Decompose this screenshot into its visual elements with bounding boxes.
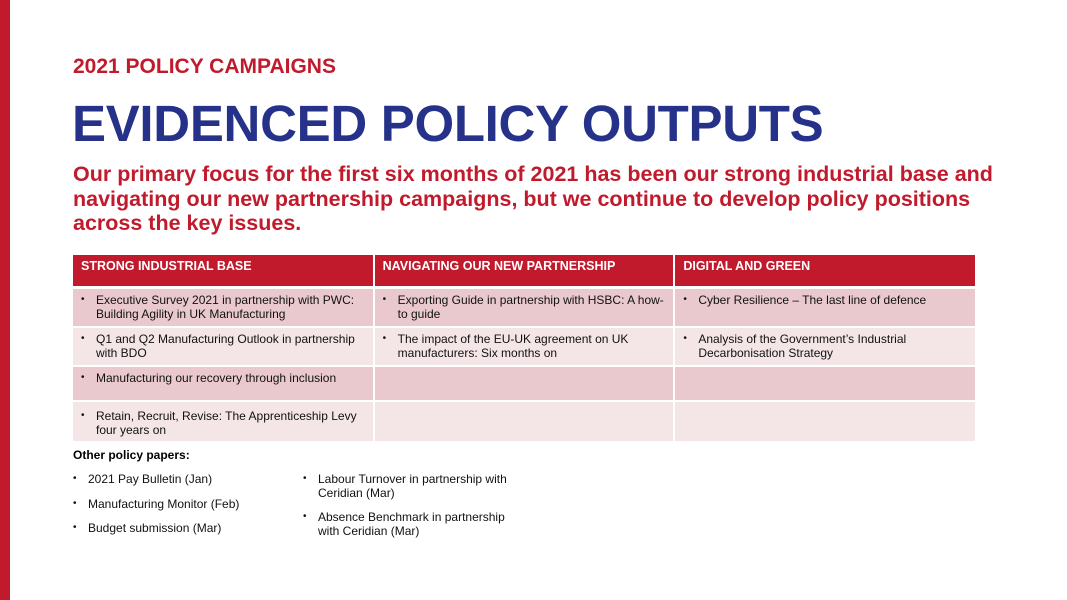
list-item	[383, 293, 666, 321]
bullet-icon: •	[73, 473, 77, 484]
bullet-icon: •	[683, 333, 687, 344]
table-cell-empty	[674, 366, 975, 401]
table-row	[73, 289, 975, 327]
paper-title: Manufacturing Monitor (Feb)	[88, 496, 240, 511]
bullet-icon: •	[81, 294, 85, 305]
paper-title: 2021 Pay Bulletin (Jan)	[88, 472, 213, 486]
list-item	[303, 472, 518, 500]
list-item	[73, 472, 273, 486]
list-item	[81, 332, 365, 360]
list-item	[81, 409, 365, 437]
table-cell	[73, 366, 374, 401]
bullet-icon: •	[81, 410, 85, 421]
paper-title: Budget submission (Mar)	[88, 521, 222, 535]
list-item	[683, 332, 967, 360]
table-cell-empty	[674, 401, 975, 442]
table-cell	[73, 327, 374, 366]
policy-output-text: Retain, Recruit, Revise: The Apprenticeship Levy four years on	[96, 409, 357, 437]
policy-output-text: The impact of the EU-UK agreement on UK manufacturers: Six months on	[397, 332, 629, 360]
list-item	[683, 293, 967, 307]
table-row	[73, 401, 975, 442]
table-cell-empty	[374, 401, 675, 442]
policy-output-text: Cyber Resilience – The last line of defence	[698, 293, 927, 307]
bullet-icon: •	[382, 294, 387, 305]
policy-output-text: Analysis of the Government’s Industrial Decarbonisation Strategy	[698, 332, 907, 360]
policy-output-text: Executive Survey 2021 in partnership with PWC: Building Agility in UK Manufacturing	[96, 293, 355, 321]
table-cell	[73, 401, 374, 442]
policy-output-text: Q1 and Q2 Manufacturing Outlook in partnership with BDO	[96, 332, 355, 360]
other-papers-list-left	[73, 472, 273, 546]
bullet-icon: •	[303, 511, 307, 522]
paper-title: Labour Turnover in partnership with Ceridian (Mar)	[318, 472, 507, 500]
bullet-icon: •	[73, 522, 77, 533]
page-title: EVIDENCED POLICY OUTPUTS	[72, 95, 824, 152]
side-accent-bar	[0, 0, 10, 600]
header-strong-industrial-base: STRONG INDUSTRIAL BASE	[73, 255, 374, 286]
section-eyebrow: 2021 POLICY CAMPAIGNS	[73, 55, 336, 78]
list-item	[73, 497, 273, 511]
bullet-icon: •	[73, 497, 77, 509]
table-cell	[374, 289, 675, 327]
bullet-icon: •	[81, 333, 85, 344]
policy-output-text: Exporting Guide in partnership with HSBC: A how-to guide	[397, 293, 664, 321]
table-cell	[73, 289, 374, 327]
list-item	[383, 332, 666, 360]
paper-title: Absence Benchmark in partnership with Ceridian (Mar)	[318, 510, 505, 538]
list-item	[303, 510, 518, 538]
table-cell-empty	[374, 366, 675, 401]
table-cell	[674, 327, 975, 366]
table-cell	[374, 327, 675, 366]
other-papers-heading: Other policy papers:	[73, 448, 190, 462]
table-row	[73, 327, 975, 366]
intro-paragraph: Our primary focus for the first six months of 2021 has been our strong industrial base and navigating our new partnership campaigns, but we continue to develop policy positions across the key issues.	[73, 162, 993, 235]
bullet-icon: •	[81, 372, 85, 383]
policy-outputs-table	[73, 255, 975, 443]
list-item	[73, 521, 273, 535]
policy-output-text: Manufacturing our recovery through inclusion	[96, 371, 337, 385]
header-digital-and-green: DIGITAL AND GREEN	[674, 255, 975, 286]
table-row	[73, 366, 975, 401]
bullet-icon: •	[303, 473, 307, 484]
bullet-icon: •	[382, 333, 387, 344]
table-header-row	[73, 255, 975, 286]
other-papers-list-right	[303, 472, 518, 548]
list-item	[81, 371, 365, 385]
header-navigating-partnership: NAVIGATING OUR NEW PARTNERSHIP	[374, 255, 675, 286]
table-cell	[674, 289, 975, 327]
list-item	[81, 293, 365, 321]
bullet-icon: •	[683, 294, 687, 305]
